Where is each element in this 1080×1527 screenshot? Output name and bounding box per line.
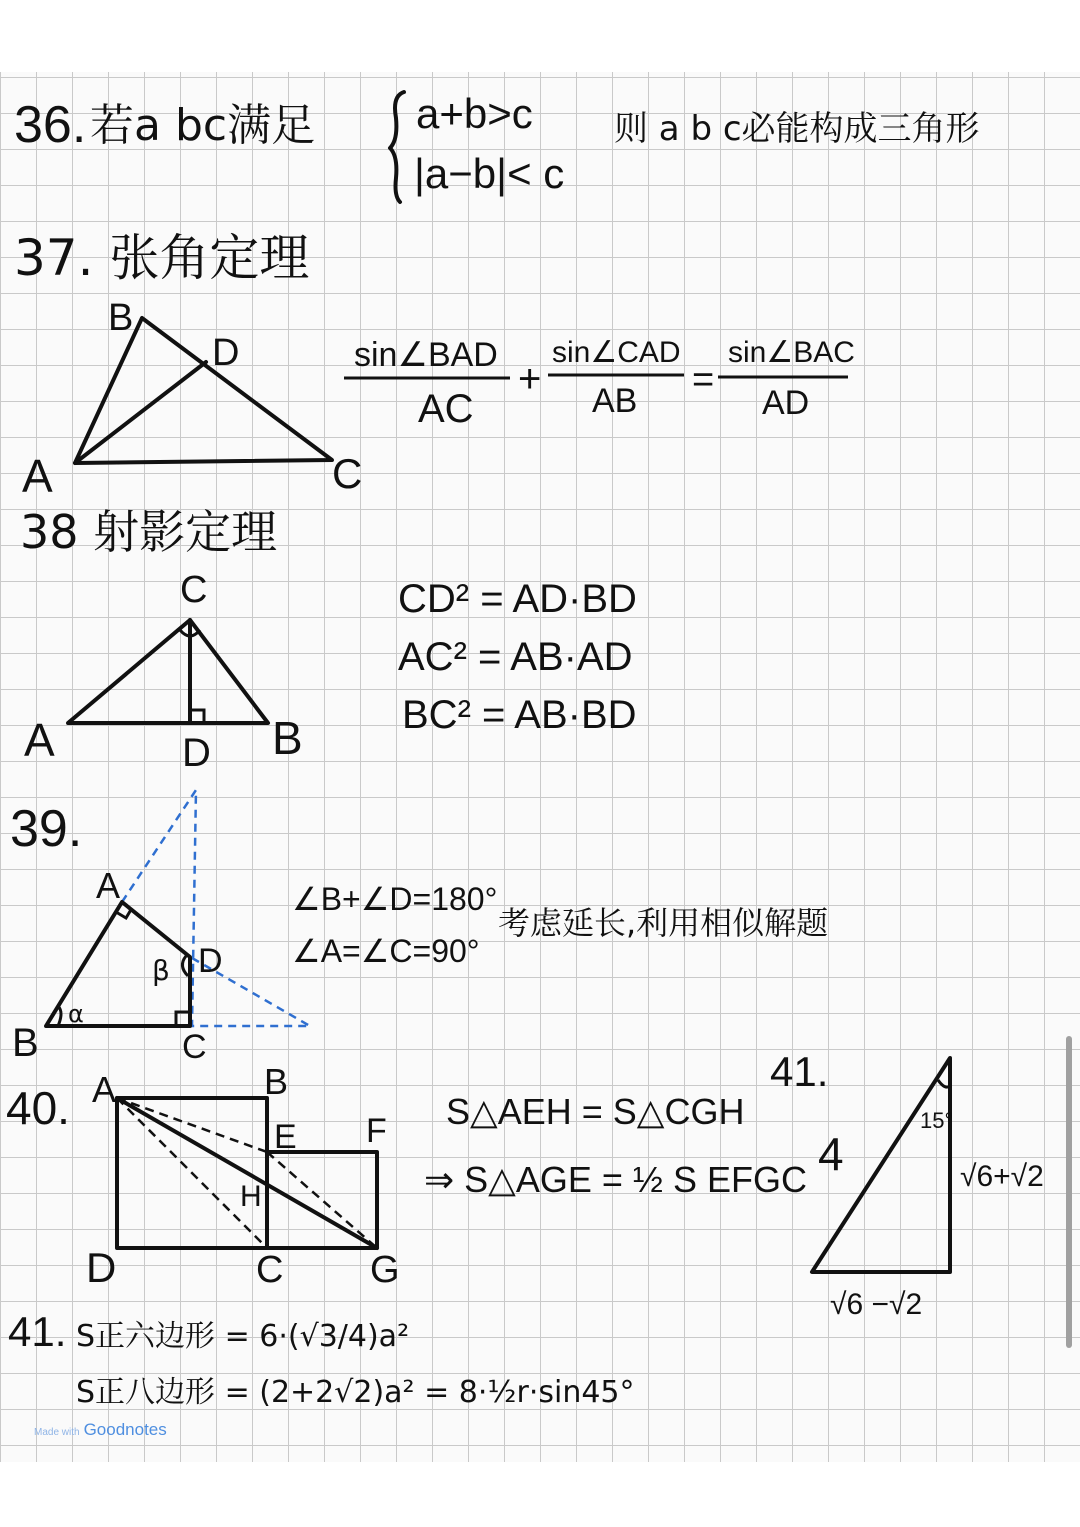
plus-sign: + — [518, 357, 542, 401]
term1-denominator: AC — [418, 387, 474, 431]
label-g: G — [370, 1249, 400, 1291]
section-37 — [14, 229, 855, 502]
label-c: C — [256, 1249, 284, 1291]
watermark-made-with: Made with — [34, 1427, 80, 1438]
label-b: B — [12, 1021, 39, 1065]
segment-ad — [75, 362, 206, 463]
vertical-scrollbar[interactable] — [1066, 1036, 1072, 1348]
label-b: B — [272, 712, 303, 764]
s36-ineq-2: |a−b|< c — [414, 150, 565, 197]
label-c: C — [332, 450, 363, 497]
segment-ag — [117, 1098, 377, 1248]
s39-right-angles: ∠A=∠C=90° — [292, 933, 480, 969]
section-40 — [6, 1061, 807, 1291]
label-a: A — [92, 1069, 117, 1110]
term2-numerator: sin∠CAD — [552, 336, 681, 369]
s38-title: 38 射影定理 — [20, 505, 278, 559]
equals-sign: = — [692, 359, 715, 401]
s41a-number: 41. — [770, 1048, 829, 1095]
extension-dashed-vertical — [122, 790, 196, 1026]
s36-number: 36. — [14, 96, 87, 154]
label-e: E — [274, 1118, 297, 1156]
s40-area-equal: S△AEH = S△CGH — [446, 1091, 745, 1132]
label-alpha: α — [68, 1000, 84, 1028]
base-label: √6 −√2 — [830, 1288, 923, 1321]
label-c: C — [180, 569, 208, 611]
segment-ae — [117, 1098, 267, 1152]
section-41-polygons — [8, 1308, 635, 1410]
projection-formula-1: CD² = AD·BD — [398, 577, 637, 621]
section-36 — [14, 90, 980, 202]
s40-area-conclusion: ⇒ S△AGE = ½ S EFGC — [424, 1159, 807, 1200]
angle-beta-arc — [182, 956, 188, 976]
squares-diagram — [86, 1061, 400, 1291]
label-c: C — [182, 1028, 207, 1066]
s40-number: 40. — [6, 1082, 70, 1134]
projection-formula-2: AC² = AB·AD — [398, 635, 633, 679]
s39-number: 39. — [10, 800, 83, 858]
label-a: A — [22, 450, 53, 502]
section-38 — [20, 505, 637, 775]
segment-eg — [267, 1152, 377, 1248]
term2-denominator: AB — [592, 382, 638, 420]
right-triangle-diagram — [24, 569, 303, 775]
watermark-brand: Goodnotes — [83, 1420, 167, 1439]
s37-title: 37. 张角定理 — [14, 229, 310, 287]
hexagon-area: S正六边形 = 6·(√3/4)a² — [76, 1319, 410, 1354]
label-beta: β — [152, 954, 170, 987]
s36-ineq-1: a+b>c — [416, 90, 533, 137]
hypotenuse-label: 4 — [818, 1128, 844, 1180]
angle-label: 15° — [920, 1108, 954, 1133]
s39-note: 考虑延长,利用相似解题 — [498, 904, 829, 942]
s39-angle-sum: ∠B+∠D=180° — [292, 881, 498, 917]
section-39 — [10, 790, 828, 1066]
label-d: D — [182, 731, 211, 775]
angle-bisector-formula — [344, 336, 855, 431]
s36-result: 则 a b c必能构成三角形 — [614, 109, 980, 149]
term1-numerator: sin∠BAD — [354, 336, 498, 374]
label-f: F — [366, 1112, 387, 1150]
projection-formula-3: BC² = AB·BD — [402, 693, 637, 737]
goodnotes-watermark — [34, 1420, 167, 1440]
label-h: H — [240, 1180, 262, 1213]
label-b: B — [108, 297, 134, 339]
octagon-area: S正八边形 = (2+2√2)a² = 8·½r·sin45° — [76, 1375, 635, 1410]
term3-denominator: AD — [762, 384, 810, 422]
section-41-triangle — [770, 1048, 1044, 1321]
label-d: D — [212, 332, 240, 374]
label-a: A — [24, 714, 55, 766]
s41b-number: 41. — [8, 1308, 67, 1355]
triangle-abc — [75, 318, 332, 463]
label-d: D — [198, 942, 223, 980]
right-angle-c — [176, 1012, 190, 1026]
term3-numerator: sin∠BAC — [728, 336, 855, 369]
label-d: D — [86, 1244, 117, 1291]
triangle-abc-diagram — [22, 297, 362, 502]
angle-alpha-arc — [58, 1006, 61, 1026]
s36-condition: 若a bc满足 — [90, 100, 316, 151]
brace-icon — [390, 92, 404, 202]
label-a: A — [96, 865, 121, 906]
vertical-side-label: √6+√2 — [960, 1160, 1044, 1193]
label-b: B — [264, 1061, 289, 1102]
triangle-acb — [68, 620, 268, 723]
